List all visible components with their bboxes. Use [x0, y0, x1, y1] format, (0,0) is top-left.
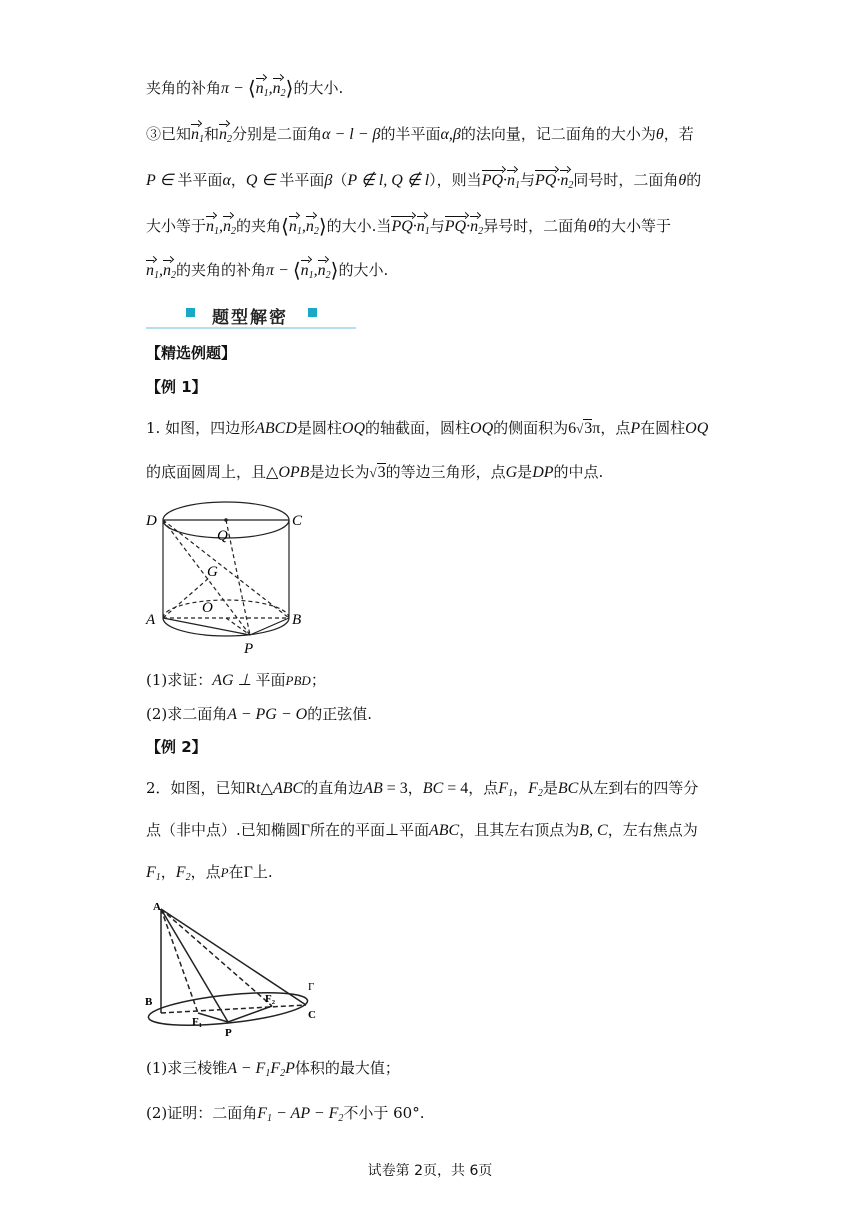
- text-line-5: $n_1,n_2$的夹角的补角$\pi - ⟨n_1,n_2⟩$的大小.: [146, 260, 389, 282]
- label-A: A: [153, 901, 161, 913]
- example-2-label: 【例 2】: [146, 738, 207, 756]
- text-fragment: 的中点.: [553, 463, 604, 481]
- label-A: A: [146, 612, 156, 628]
- text-fragment: 是: [542, 779, 558, 797]
- label-O: O: [202, 600, 213, 616]
- text-fragment: 的法向量，记二面角的大小为: [460, 125, 656, 143]
- banner-title: 题型解密: [212, 308, 288, 328]
- text-fragment: 大小等于: [146, 217, 207, 235]
- text-fragment: ，: [160, 863, 176, 881]
- text-fragment: 平面: [255, 671, 286, 689]
- text-fragment: 半平面: [177, 171, 223, 189]
- text-fragment: ，: [230, 171, 246, 189]
- text-fragment: 的轴截面，圆柱: [365, 419, 471, 437]
- text-fragment: 夹角的补角: [146, 79, 222, 97]
- text-line-1: 夹角的补角$\pi - ⟨n_1,n_2⟩$的大小.: [146, 78, 344, 100]
- text-fragment: 的大小等于: [595, 217, 671, 235]
- text-fragment: ，若: [663, 125, 694, 143]
- text-fragment: 在圆柱: [640, 419, 686, 437]
- label-P: P: [225, 1027, 232, 1039]
- text-fragment: （: [332, 171, 348, 189]
- label-B: B: [292, 612, 302, 628]
- ellipse-cone-figure: [140, 888, 340, 1040]
- example-2-line-2: 点（非中点）.已知椭圆Γ所在的平面⊥平面ABC，且其左右顶点为B, C，左右焦点为: [146, 821, 698, 839]
- text-fragment: ，: [407, 779, 423, 797]
- text-fragment: 与: [429, 217, 445, 235]
- label-C: C: [308, 1009, 316, 1021]
- text-fragment: 异号时，二面角: [483, 217, 589, 235]
- label-Q: Q: [217, 528, 228, 544]
- example-2-line-1: 2．如图，已知Rt△ABC的直角边AB = 3，BC = 4，点$F_1$，$F_2$是BC从左到右的四等分: [146, 779, 699, 799]
- text-fragment: ，点: [468, 779, 499, 797]
- text-fragment: 的大小.: [293, 79, 344, 97]
- text-fragment: 的底面圆周上，且: [146, 463, 267, 481]
- text-fragment: 点（非中点）.已知椭圆: [146, 821, 301, 839]
- text-fragment: 的: [686, 171, 702, 189]
- text-fragment: 的等边三角形，点: [385, 463, 506, 481]
- text-fragment: 半平面: [279, 171, 325, 189]
- text-fragment: (1)求证：: [146, 671, 213, 689]
- example-1-label: 【例 1】: [146, 378, 207, 396]
- text-line-2: ③已知$n_1$和$n_2$分别是二面角α − l − β的半平面α,β的法向量，记二面角的大小为θ，若: [146, 125, 694, 145]
- text-fragment: 是边长为: [309, 463, 370, 481]
- example-1-line-1: 1. 如图，四边形ABCD是圆柱OQ的轴截面，圆柱OQ的侧面积为6√3π，点P在圆柱OQ: [146, 419, 709, 437]
- text-fragment: 不小于 60°.: [343, 1104, 425, 1122]
- label-G: G: [207, 564, 218, 580]
- text-fragment: 和: [204, 125, 220, 143]
- cylinder-figure: [140, 488, 310, 658]
- text-fragment: 同号时，二面角: [573, 171, 679, 189]
- text-fragment: 是: [517, 463, 533, 481]
- label-D: D: [146, 513, 157, 529]
- label-C: C: [292, 513, 303, 529]
- section-heading: 【精选例题】: [146, 344, 237, 362]
- text-fragment: 上.: [252, 863, 273, 881]
- label-P: P: [244, 641, 254, 657]
- banner-square-right-icon: [308, 308, 317, 317]
- text-fragment: 平面: [398, 821, 429, 839]
- bottom-arc-front: [163, 618, 289, 636]
- text-fragment: 所在的平面: [310, 821, 386, 839]
- example-2-line-3: $F_1$，$F_2$，点P在Γ上.: [146, 863, 273, 883]
- segment-AC: [161, 909, 306, 1005]
- text-fragment: (2)求二面角: [146, 705, 228, 723]
- segment-AP: [163, 618, 250, 635]
- example-2-question-1: (1)求三棱锥$A - F_1F_2P$体积的最大值；: [146, 1059, 400, 1079]
- label-F1: F₁: [192, 1016, 203, 1028]
- text-fragment: ；: [310, 671, 326, 689]
- text-fragment: 的夹角: [236, 217, 282, 235]
- example-1-question-2: (2)求二面角A − PG − O的正弦值.: [146, 705, 372, 723]
- example-1-question-1: (1)求证：AG ⊥ 平面PBD；: [146, 671, 326, 689]
- banner-square-left-icon: [186, 308, 195, 317]
- text-fragment: 的大小.: [338, 261, 389, 279]
- text-fragment: ，左右焦点为: [607, 821, 698, 839]
- text-fragment: 在: [228, 863, 244, 881]
- text-fragment: ，点: [190, 863, 221, 881]
- text-fragment: 的夹角的补角: [176, 261, 267, 279]
- example-1-line-2: 的底面圆周上，且△OPB是边长为√3的等边三角形，点G是DP的中点.: [146, 463, 604, 481]
- label-Gamma: Γ: [308, 981, 315, 993]
- text-fragment: (2)证明：二面角: [146, 1104, 258, 1122]
- text-fragment: 的大小.当: [326, 217, 392, 235]
- text-fragment: ，且其左右顶点为: [459, 821, 580, 839]
- segment-BC: [161, 1005, 306, 1013]
- text-fragment: 的直角边: [303, 779, 364, 797]
- text-fragment: ），则当: [429, 171, 482, 189]
- segment-BP: [250, 618, 289, 635]
- text-fragment: 的正弦值.: [307, 705, 372, 723]
- text-fragment: ，点: [600, 419, 631, 437]
- text-fragment: 的半平面: [380, 125, 441, 143]
- text-fragment: 1. 如图，四边形: [146, 419, 256, 437]
- text-line-4: 大小等于$n_1,n_2$的夹角$⟨n_1,n_2⟩$的大小.当$PQ\cdot n_1$与$PQ\cdot n_2$异号时，二面角θ的大小等于: [146, 216, 671, 238]
- example-2-question-2: (2)证明：二面角$F_1$ − AP − $F_2$不小于 60°.: [146, 1104, 425, 1124]
- label-B: B: [145, 996, 153, 1008]
- page-footer: 试卷第 2页，共 6页: [367, 1163, 493, 1179]
- text-fragment: 是圆柱: [296, 419, 342, 437]
- point-Q: [224, 518, 228, 522]
- text-fragment: 体积的最大值；: [294, 1059, 400, 1077]
- section-banner: [146, 298, 356, 330]
- text-fragment: ，: [513, 779, 529, 797]
- text-fragment: (1)求三棱锥: [146, 1059, 228, 1077]
- text-fragment: 与: [520, 171, 536, 189]
- text-fragment: ③已知: [146, 125, 192, 143]
- label-F2: F₂: [265, 993, 276, 1005]
- text-line-3: P ∈ 半平面α，Q ∈ 半平面β（P ∉ l, Q ∉ l），则当$PQ\cdot n_1$与$PQ\cdot n_2$同号时，二面角θ的: [146, 171, 702, 191]
- text-fragment: 的侧面积为: [493, 419, 569, 437]
- text-fragment: 从左到右的四等分: [578, 779, 699, 797]
- text-fragment: 2．如图，已知: [146, 779, 246, 797]
- text-fragment: 分别是二面角: [232, 125, 323, 143]
